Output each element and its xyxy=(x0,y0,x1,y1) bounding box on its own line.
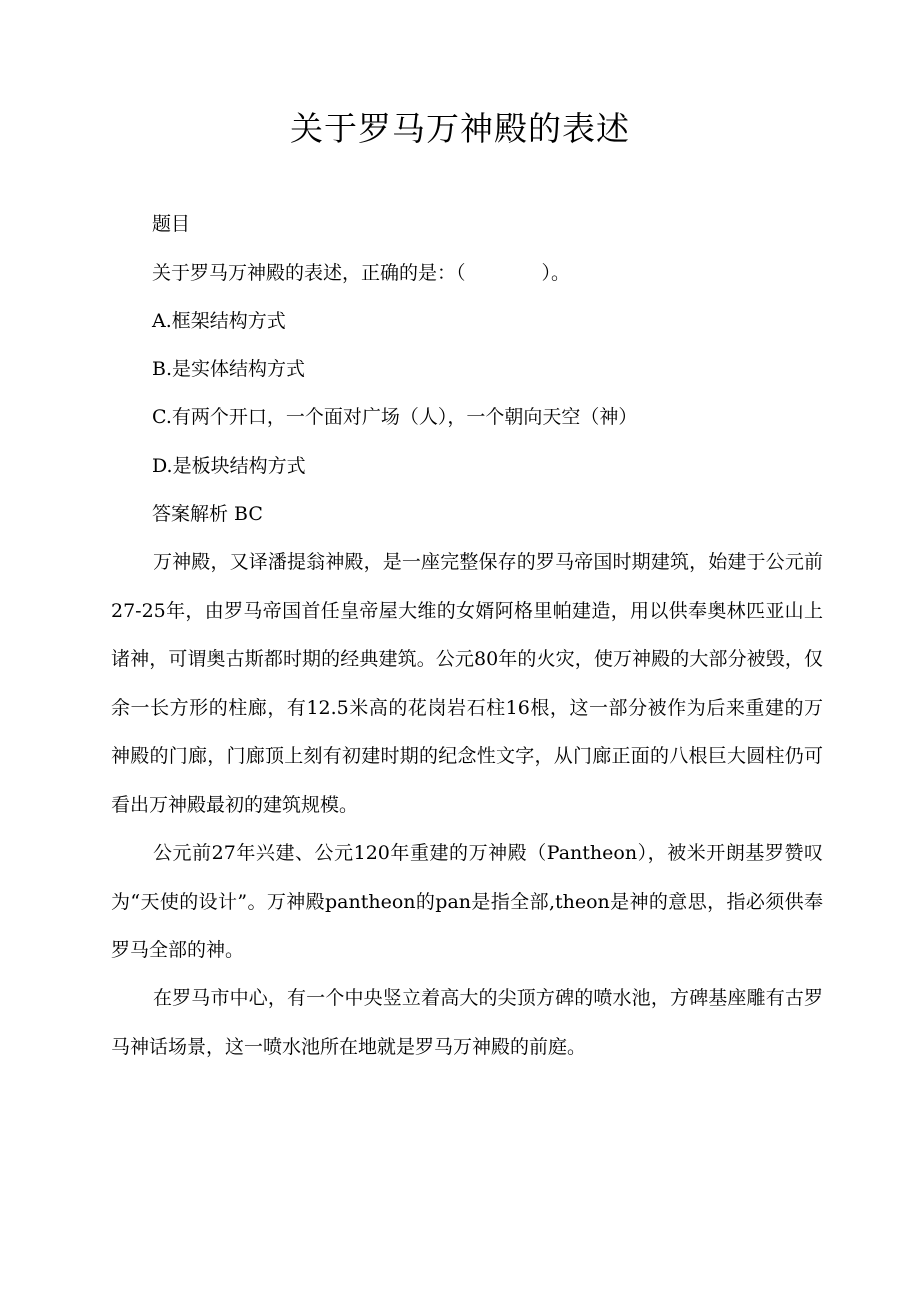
option-d: D.是板块结构方式 xyxy=(152,455,306,477)
option-c: C.有两个开口，一个面对广场（人），一个朝向天空（神） xyxy=(152,406,638,428)
explanation-paragraph: 在罗马市中心，有一个中央竖立着高大的尖顶方碑的喷水池，方碑基座雕有古罗马神话场景，这一喷水池所在地就是罗马万神殿的前庭。 xyxy=(111,987,823,1058)
option-b: B.是实体结构方式 xyxy=(152,358,306,380)
document-title: 关于罗马万神殿的表述 xyxy=(290,109,630,148)
option-a: A.框架结构方式 xyxy=(152,310,286,332)
answer-line: 答案解析 BC xyxy=(152,503,263,525)
question-label: 题目 xyxy=(152,213,191,235)
question-stem: 关于罗马万神殿的表述，正确的是：（ ）。 xyxy=(152,262,571,284)
explanation-paragraph: 公元前27年兴建、公元120年重建的万神殿（Pantheon），被米开朗基罗赞叹为“天使的设计”。万神殿pantheon的pan是指全部,theon是神的意思，指必须供奉罗马全部的神。 xyxy=(111,842,823,961)
explanation-paragraph: 万神殿，又译潘提翁神殿，是一座完整保存的罗马帝国时期建筑，始建于公元前27-25年，由罗马帝国首任皇帝屋大维的女婿阿格里帕建造，用以供奉奥林匹亚山上诸神，可谓奥古斯都时期的经典建筑。公元80年的火灾，使万神殿的大部分被毁，仅余一长方形的柱廊，有12.5米高的花岗岩石柱16根，这一部分被作为后来重建的万神殿的门廊，门廊顶上刻有初建时期的纪念性文字，从门廊正面的八根巨大圆柱仍可看出万神殿最初的建筑规模。 xyxy=(111,551,823,816)
